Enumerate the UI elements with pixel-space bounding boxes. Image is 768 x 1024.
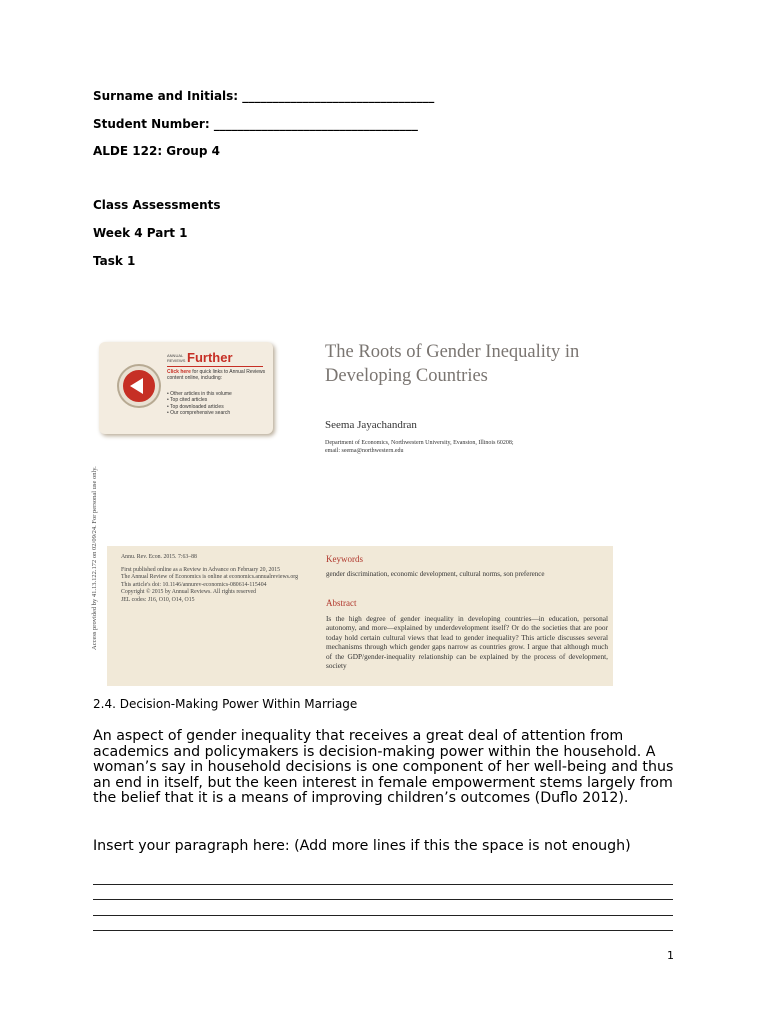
article-image (93, 326, 613, 686)
course-group: ALDE 122: Group 4 (93, 144, 220, 158)
further-list-item: • Top downloaded articles (167, 403, 224, 410)
play-arrow-icon (119, 366, 159, 406)
further-list-item: • Other articles in this volume (167, 391, 232, 397)
further-list (167, 391, 232, 416)
further-heading: Further (187, 350, 233, 365)
body-paragraph: An aspect of gender inequality that receives a great deal of attention from academics and policymakers is decision-making power within the household. A woman’s say in household decisions is one component of her well-being and thus an end in itself, but the keen interest in female empowerment stems largely from the belief that it is a means of improving children’s outcomes (Duflo 2012). (93, 728, 674, 806)
annual-reviews-logo: ANNUAL REVIEWS (167, 353, 186, 363)
answer-line[interactable] (93, 915, 673, 916)
section-heading: 2.4. Decision-Making Power Within Marriage (93, 697, 358, 711)
abstract-heading: Abstract (326, 598, 357, 608)
article-meta-band (107, 546, 613, 686)
article-title: The Roots of Gender Inequality in Developing Countries (325, 342, 580, 386)
article-author: Seema Jayachandran (325, 419, 417, 431)
article-meta: Annu. Rev. Econ. 2015. 7:63–88 First published online as a Review in Advance on February 20, 2015 The Annual Review of Economics is online at economics.annualreviews.org This article's doi: 10.1146/annurev-economics-080614-115404 Copyright © 2015 by Annual Reviews. All rights reserved JEL codes: J16, O10, O14, O15 (121, 554, 298, 603)
answer-line[interactable] (93, 930, 673, 931)
access-note: Access provided by 41.13.122.172 on 02/09/24. For personal use only. (91, 466, 98, 650)
further-list-item: • Top cited articles (167, 397, 208, 404)
task-label: Task 1 (93, 254, 136, 268)
page-number: 1 (667, 949, 674, 962)
further-list-item: • Our comprehensive search (167, 409, 231, 416)
abstract-text: Is the high degree of gender inequality in developing countries—in education, personal autonomy, and more—explained by underdevelopment itself? Or do the societies that are poor today hold certain cultural views that lead to gender inequality? This article discusses several mechanisms through which gender gaps narrow as countries grow. I argue that although much of the GDP/gender-inequality relationship can be explained by the process of development, society (326, 614, 608, 671)
keywords-text: gender discrimination, economic development, cultural norms, son preference (326, 570, 545, 578)
assessment-title: Class Assessments (93, 198, 221, 212)
week-label: Week 4 Part 1 (93, 226, 188, 240)
student-number-field[interactable]: Student Number: __________________________________ (93, 117, 418, 131)
insert-prompt: Insert your paragraph here: (Add more lines if this the space is not enough) (93, 838, 631, 854)
further-box (99, 342, 273, 434)
further-description: Click here for quick links to Annual Reviews content online, including: (167, 369, 266, 382)
answer-line[interactable] (93, 899, 673, 900)
further-divider (167, 366, 263, 367)
surname-field[interactable]: Surname and Initials: ________________________________ (93, 89, 435, 103)
answer-line[interactable] (93, 884, 673, 885)
keywords-heading: Keywords (326, 554, 363, 564)
article-affiliation: Department of Economics, Northwestern University, Evanston, Illinois 60208; email: seema@northwestern.edu (325, 440, 514, 454)
